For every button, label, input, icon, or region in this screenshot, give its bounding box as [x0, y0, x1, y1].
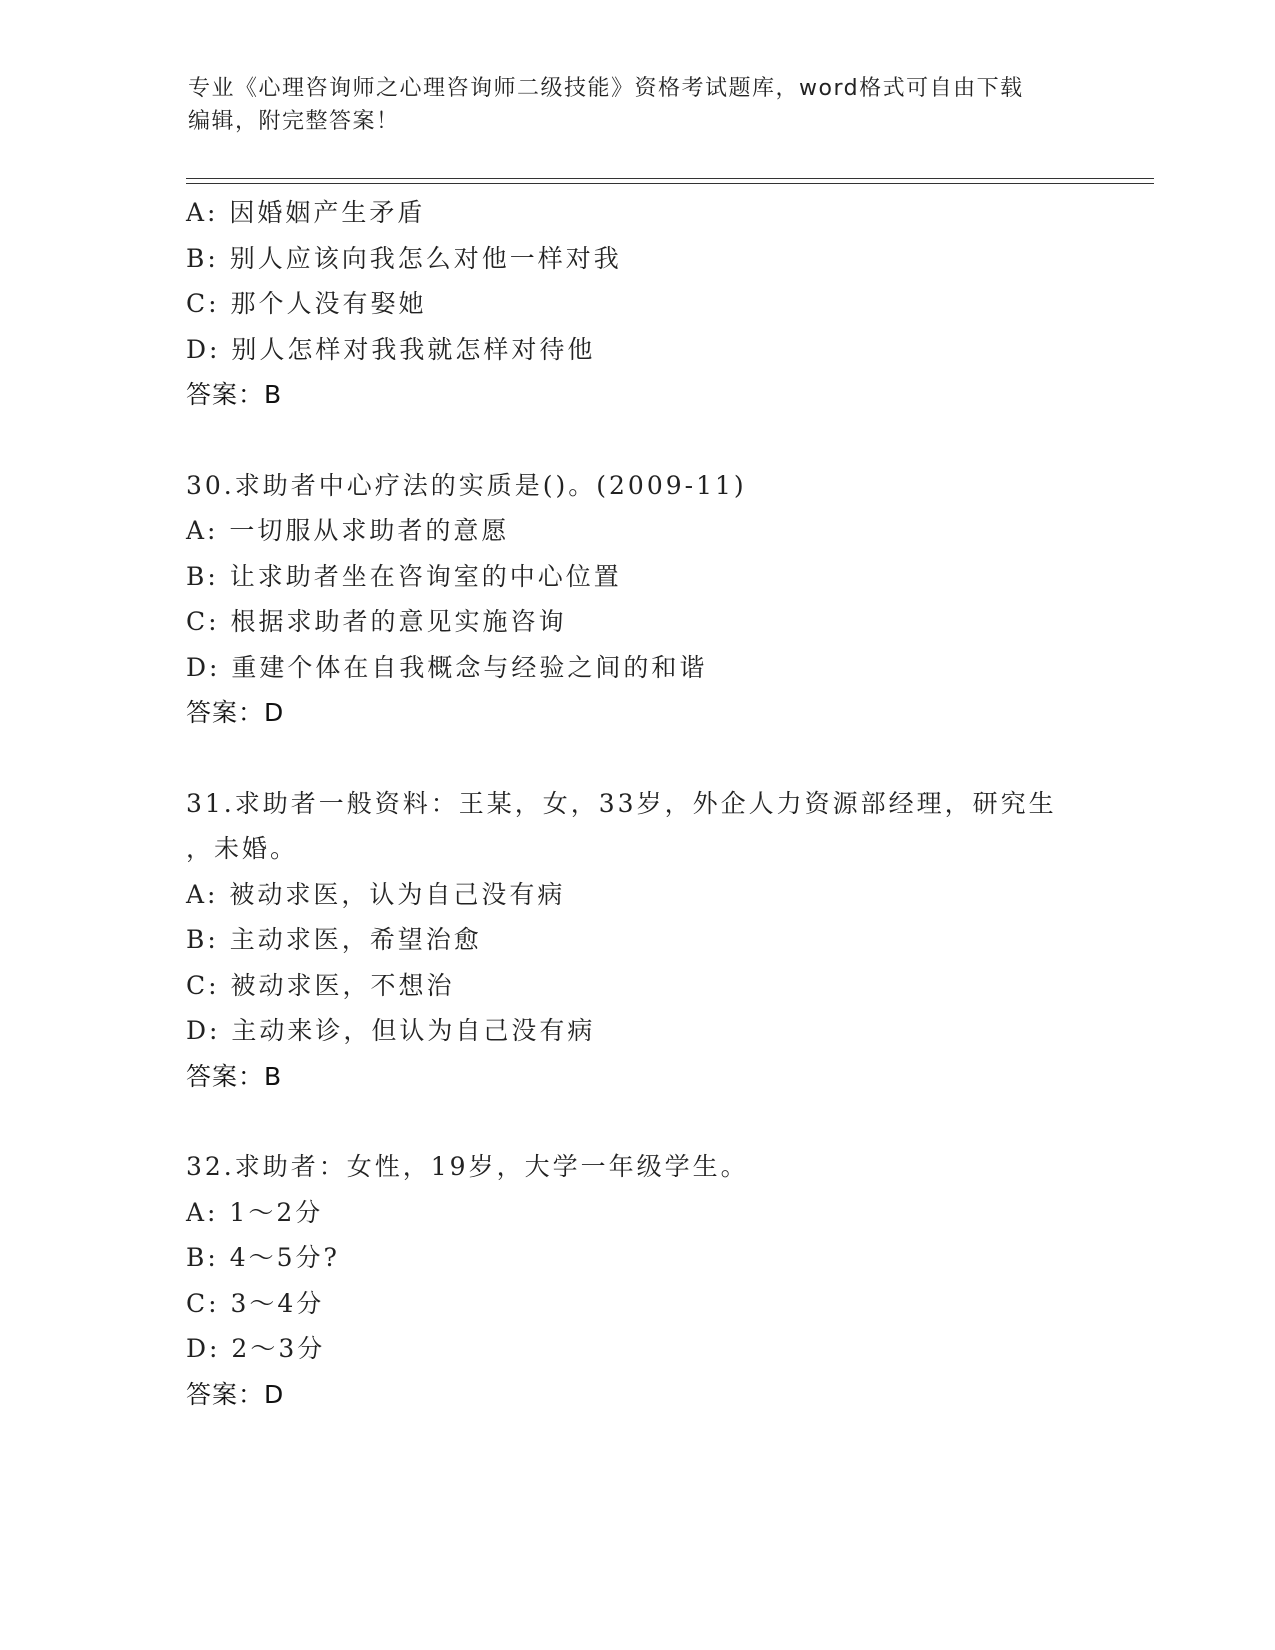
- answer-line: 答案：D: [186, 698, 285, 727]
- question-list: [186, 190, 1146, 1417]
- question-block-31: [186, 781, 1146, 1100]
- answer-line: 答案：B: [186, 1061, 283, 1091]
- option-c: C: 根据求助者的意见实施咨询: [186, 607, 567, 636]
- option-c: C: 那个人没有娶她: [186, 289, 427, 318]
- option-c: C: 被动求医，不想治: [186, 970, 455, 1000]
- option-d: D: 主动来诊，但认为自己没有病: [186, 1016, 596, 1045]
- header-divider-top: [186, 178, 1154, 179]
- block-gap: [186, 736, 1146, 781]
- option-b: B: 让求助者坐在咨询室的中心位置: [186, 561, 622, 591]
- block-gap: [186, 418, 1146, 463]
- option-a: A: 1～2分: [186, 1197, 324, 1227]
- question-block-32: [186, 1144, 1146, 1417]
- option-d: D: 别人怎样对我我就怎样对待他: [186, 334, 596, 364]
- header-divider-bottom: [186, 183, 1154, 184]
- answer-line: 答案：D: [186, 1379, 285, 1409]
- option-b: B: 4～5分?: [186, 1243, 340, 1272]
- option-d: D: 2～3分: [186, 1334, 326, 1363]
- option-b: B: 主动求医，希望治愈: [186, 925, 482, 954]
- question-stem: 32.求助者：女性，19岁，大学一年级学生。: [186, 1152, 749, 1181]
- question-stem: 30.求助者中心疗法的实质是()。(2009-11): [186, 470, 747, 500]
- question-block-30: [186, 463, 1146, 736]
- header-line-2: 编辑，附完整答案！: [188, 109, 400, 134]
- answer-line: 答案：B: [186, 380, 283, 409]
- question-stem: 31.求助者一般资料：王某，女，33岁，外企人力资源部经理，研究生: [186, 788, 1057, 818]
- option-c: C: 3～4分: [186, 1288, 325, 1318]
- option-b: B: 别人应该向我怎么对他一样对我: [186, 243, 622, 273]
- option-a: A: 因婚姻产生矛盾: [186, 198, 426, 227]
- option-a: A: 一切服从求助者的意愿: [186, 516, 510, 545]
- option-d: D: 重建个体在自我概念与经验之间的和谐: [186, 652, 708, 682]
- question-stem-continued: ，未婚。: [186, 834, 299, 863]
- block-gap: [186, 1099, 1146, 1144]
- header-line-1: 专业《心理咨询师之心理咨询师二级技能》资格考试题库，word格式可自由下载: [188, 76, 1024, 101]
- document-header: [188, 72, 1088, 138]
- question-block-29: [186, 190, 1146, 418]
- option-a: A: 被动求医，认为自己没有病: [186, 879, 566, 909]
